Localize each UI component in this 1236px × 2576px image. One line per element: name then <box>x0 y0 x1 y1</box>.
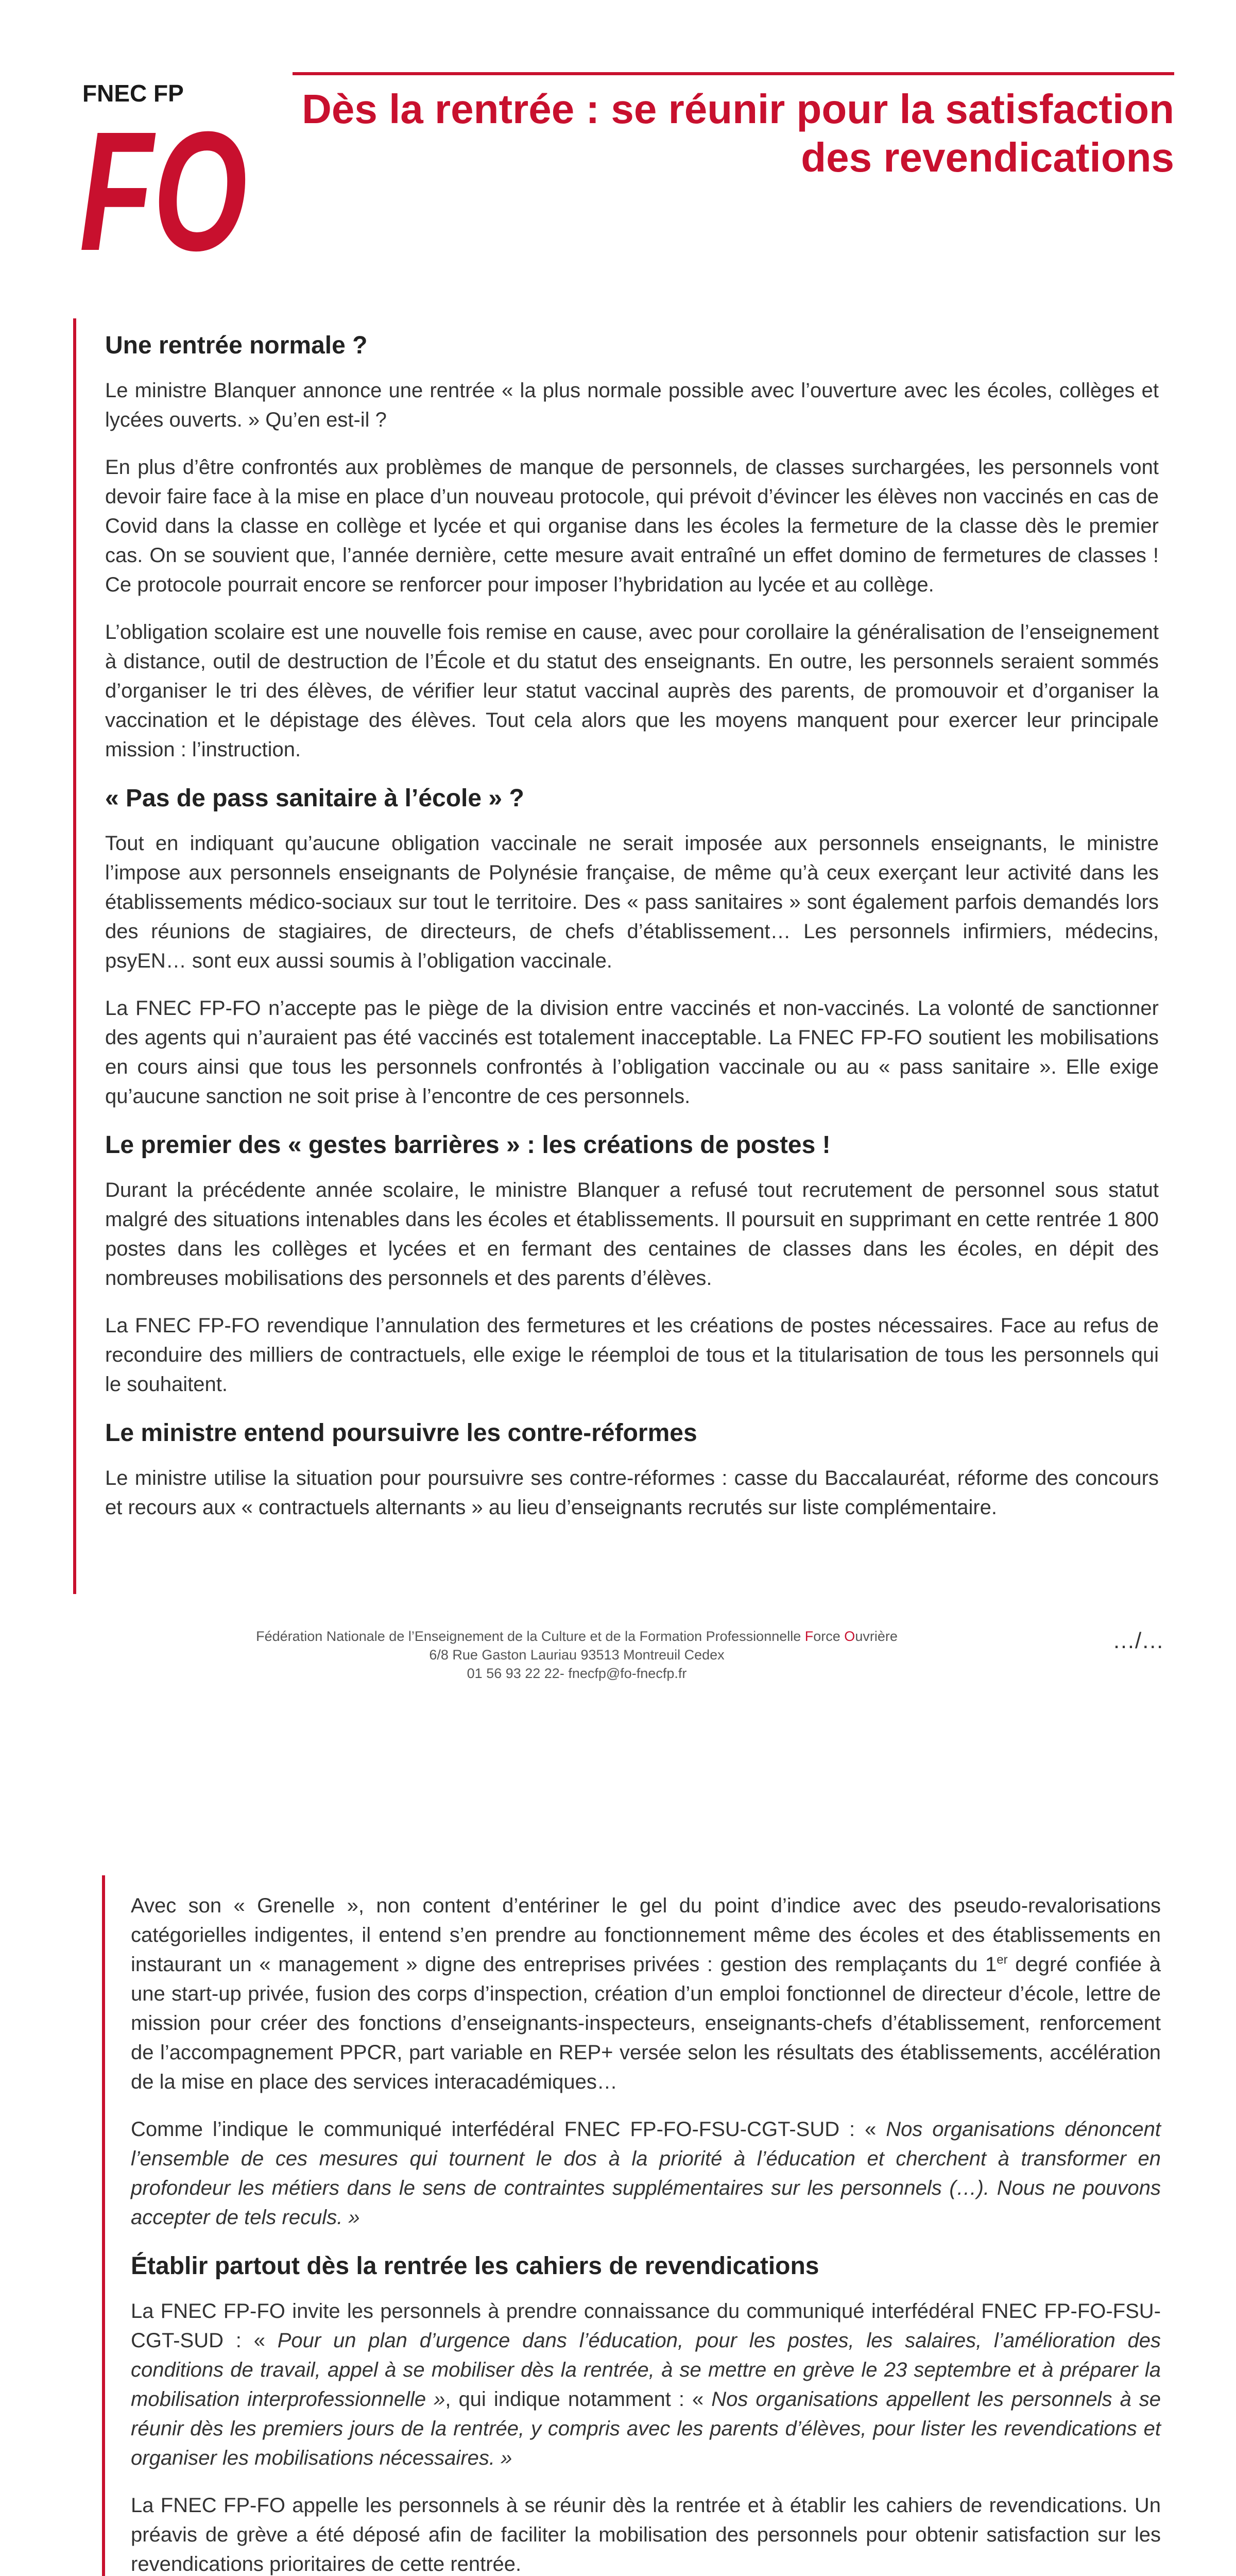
footer-address <box>191 1627 963 1683</box>
continued-marker: …/… <box>1112 1628 1164 1653</box>
paragraph: En plus d’être confrontés aux problèmes de manque de personnels, de classes surchargées, les personnels vont devoir faire face à la mise en place d’un nouveau protocole, qui prévoit d’évincer les élèves non vaccinés en cas de Covid dans la classe en collège et lycée et qui organise dans les écoles la fermeture de la classe dès le premier cas. On se souvient que, l’année dernière, cette mesure avait entraîné un effet domino de fermetures de classes ! Ce protocole pourrait encore se renforcer pour imposer l’hybridation au lycée et au collège. <box>105 456 1159 596</box>
paragraph: La FNEC FP-FO n’accepte pas le piège de la division entre vaccinés et non-vaccinés. La volonté de sanctionner des agents qui n’auraient pas été vaccinés est totalement inacceptable. La FNEC FP-FO soutient les mobilisations en cours ainsi que tous les personnels confrontés à l’obligation vaccinale ou au « pass sanitaire ». Elle exige qu’aucune sanction ne soit prise à l’encontre de ces personnels. <box>105 997 1159 1108</box>
paragraph: Le ministre Blanquer annonce une rentrée « la plus normale possible avec l’ouverture avec les écoles, collèges et lycées ouverts. » Qu’en est-il ? <box>105 379 1159 431</box>
section-heading: Le ministre entend poursuivre les contre-réformes <box>105 1419 697 1447</box>
paragraph: La FNEC FP-FO appelle les personnels à se réunir dès la rentrée et à établir les cahiers de revendications. Un préavis de grève a été déposé afin de faciliter la mobilisation des personnels pour obtenir satisfaction sur les revendications prioritaires de cette rentrée. <box>131 2494 1161 2575</box>
paragraph: La FNEC FP-FO revendique l’annulation des fermetures et les créations de postes nécessaires. Face au refus de reconduire des milliers de contractuels, elle exige le réemploi de tous et la titularisation de tous les personnels qui le souhaitent. <box>105 1314 1159 1396</box>
paragraph: Comme l’indique le communiqué interfédéral FNEC FP-FO-FSU-CGT-SUD : « Nos organisations dénoncent l’ensemble de ces mesures qui tournent le dos à la priorité à l’éducation et cherchent à transformer en profondeur les métiers dans le sens de contraintes supplémentaires sur les personnels (…). Nous ne pouvons accepter de tels reculs. » <box>131 2118 1161 2229</box>
fnec-fp-fo-logo <box>76 80 251 255</box>
paragraph: L’obligation scolaire est une nouvelle fois remise en cause, avec pour corollaire la généralisation de l’enseignement à distance, outil de destruction de l’École et du statut des enseignants. En outre, les personnels seraient sommés d’organiser le tri des élèves, de vérifier leur statut vaccinal auprès des parents, de promouvoir et d’organiser la vaccination et le dépistage des élèves. Tout cela alors que les moyens manquent pour exercer leur principale mission : l’instruction. <box>105 621 1159 761</box>
paragraph: Le ministre utilise la situation pour poursuivre ses contre-réformes : casse du Baccalauréat, réforme des concours et recours aux « contractuels alternants » au lieu d’enseignants recrutés sur liste complémentaire. <box>105 1467 1159 1519</box>
left-margin-rule <box>102 1875 105 2576</box>
header-rule <box>293 72 1174 75</box>
section-heading: « Pas de pass sanitaire à l’école » ? <box>105 785 524 812</box>
footer-federation-name: Fédération Nationale de l’Enseignement de la Culture et de la Formation Professionnelle Force Ouvrière <box>256 1629 898 1644</box>
paragraph: Avec son « Grenelle », non content d’entériner le gel du point d’indice avec des pseudo-revalorisations catégorielles indigentes, il entend s’en prendre au fonctionnement même des écoles et des établissements en instaurant un « management » digne des entreprises privées : gestion des remplaçants du 1er degré confiée à une start-up privée, fusion des corps d’inspection, création d’un emploi fonctionnel de directeur d’école, lettre de mission pour créer des fonctions d’enseignants-inspecteurs, enseignants-chefs d’établissement, renforcement de l’accompagnement PPCR, part variable en REP+ versée selon les résultats des établissements, accélération de la mise en place des services interacadémiques… <box>131 1894 1161 2093</box>
svg-text:FO: FO <box>79 96 247 255</box>
paragraph: Tout en indiquant qu’aucune obligation vaccinale ne serait imposée aux personnels enseignants, le ministre l’impose aux personnels enseignants de Polynésie française, de même qu’à ceux exerçant leur activité dans les établissements médico-sociaux sur tout le territoire. Des « pass sanitaires » sont également parfois demandés lors des réunions de stagiaires, de directeurs, de chefs d’établissement… Les personnels infirmiers, médecins, psyEN… sont eux aussi soumis à l’obligation vaccinale. <box>105 832 1159 972</box>
title-line-2: des revendications <box>801 134 1174 180</box>
section-heading: Le premier des « gestes barrières » : les créations de postes ! <box>105 1131 831 1159</box>
document-title <box>288 85 1174 182</box>
section-heading: Établir partout dès la rentrée les cahiers de revendications <box>131 2252 819 2280</box>
page-2-body <box>131 1891 1161 2576</box>
title-line-1: Dès la rentrée : se réunir pour la satisfaction <box>302 86 1174 132</box>
footer-contact: 01 56 93 22 22- fnecfp@fo-fnecfp.fr <box>467 1666 687 1681</box>
page-1-body <box>105 330 1159 1540</box>
page-2 <box>0 1748 1236 2576</box>
paragraph: La FNEC FP-FO invite les personnels à prendre connaissance du communiqué interfédéral FNEC FP-FO-FSU-CGT-SUD : « Pour un plan d’urgence dans l’éducation, pour les postes, les salaires, l’amélioration des conditions de travail, appel à se mobiliser dès la rentrée, à se mettre en grève le 23 septembre et à préparer la mobilisation interprofessionnelle », qui indique notamment : « Nos organisations appellent les personnels à se réunir dès les premiers jours de la rentrée, y compris avec les parents d’élèves, pour lister les revendications et organiser les mobilisations nécessaires. » <box>131 2300 1161 2469</box>
section-heading: Une rentrée normale ? <box>105 332 368 359</box>
paragraph: Durant la précédente année scolaire, le ministre Blanquer a refusé tout recrutement de personnel sous statut malgré des situations intenables dans les écoles et établissements. Il poursuit en supprimant en cette rentrée 1 800 postes dans les collèges et lycées et en fermant des centaines de classes dans les écoles, en dépit des nombreuses mobilisations des personnels et des parents d’élèves. <box>105 1179 1159 1290</box>
left-margin-rule <box>73 318 76 1594</box>
footer-street: 6/8 Rue Gaston Lauriau 93513 Montreuil Cedex <box>429 1647 725 1663</box>
svg-text:FNEC FP: FNEC FP <box>82 80 184 107</box>
